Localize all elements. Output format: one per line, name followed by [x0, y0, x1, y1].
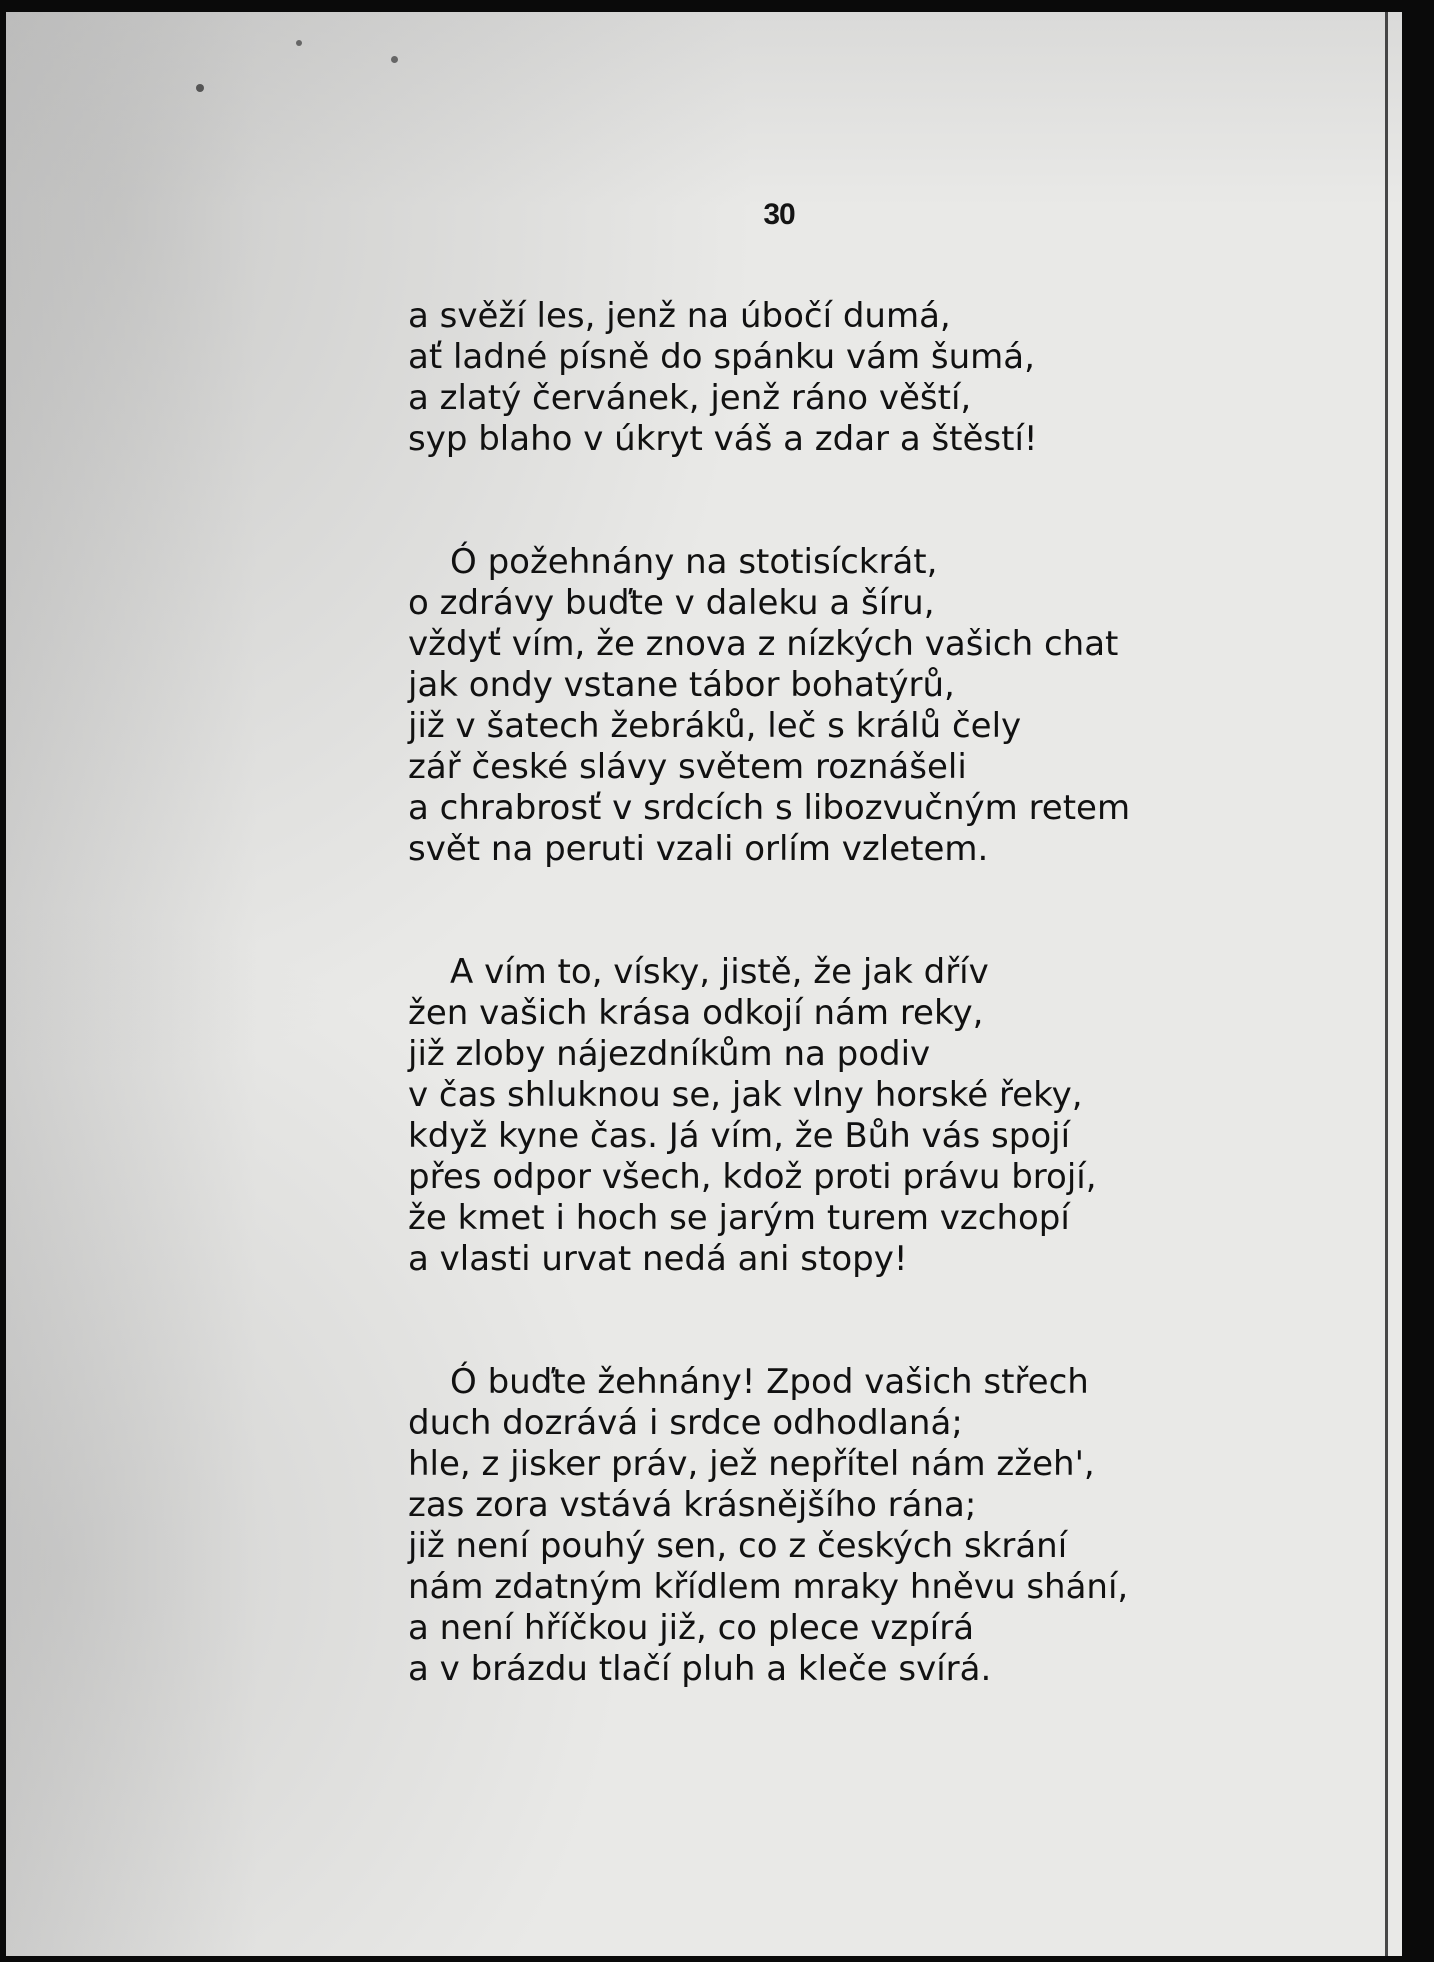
poem-line: jak ondy vstane tábor bohatýrů,: [408, 665, 955, 705]
poem-line: vždyť vím, že znova z nízkých vašich chat: [408, 624, 1119, 664]
poem-line: a vlasti urvat nedá ani stopy!: [408, 1239, 908, 1279]
poem-line: A vím to, vísky, jistě, že jak dřív: [450, 952, 989, 992]
poem-line: a není hříčkou již, co plece vzpírá: [408, 1608, 975, 1648]
poem-line: Ó buďte žehnány! Zpod vašich střech: [450, 1362, 1089, 1402]
poem-line: ať ladné písně do spánku vám šumá,: [408, 337, 1035, 377]
poem-line: nám zdatným křídlem mraky hněvu shání,: [408, 1567, 1129, 1607]
page-number: 30: [763, 198, 795, 231]
poem-line: přes odpor všech, kdož proti právu brojí,: [408, 1157, 1097, 1197]
poem-line: svět na peruti vzali orlím vzletem.: [408, 829, 989, 869]
poem-line: o zdrávy buďte v daleku a šíru,: [408, 583, 935, 623]
page-edge-shadow: [1385, 12, 1388, 1956]
paper-speck: [391, 56, 398, 63]
poem-line: syp blaho v úkryt váš a zdar a štěstí!: [408, 419, 1038, 459]
stanza: [408, 542, 1228, 870]
poem-line: zář české slávy světem roznášeli: [408, 747, 967, 787]
paper-speck: [196, 84, 204, 92]
poem-line: již v šatech žebráků, leč s králů čely: [408, 706, 1022, 746]
poem-line: a v brázdu tlačí pluh a kleče svírá.: [408, 1649, 992, 1689]
poem-line: žen vašich krása odkojí nám reky,: [408, 993, 984, 1033]
stanza: [408, 952, 1228, 1280]
poem-line: již není pouhý sen, co z českých skrání: [408, 1526, 1068, 1566]
poem-line: v čas shluknou se, jak vlny horské řeky,: [408, 1075, 1083, 1115]
poem-line: a chrabrosť v srdcích s libozvučným retem: [408, 788, 1131, 828]
poem-line: již zloby nájezdníkům na podiv: [408, 1034, 931, 1074]
book-page: [6, 12, 1402, 1956]
stanza: [408, 296, 1228, 460]
paper-speck: [296, 40, 302, 46]
poem-line: a zlatý červánek, jenž ráno věští,: [408, 378, 972, 418]
poem-line: Ó požehnány na stotisíckrát,: [450, 542, 938, 582]
poem-line: když kyne čas. Já vím, že Bůh vás spojí: [408, 1116, 1071, 1156]
poem-line: hle, z jisker práv, jež nepřítel nám zžeh',: [408, 1444, 1095, 1484]
poem-line: duch dozrává i srdce odhodlaná;: [408, 1403, 963, 1443]
poem-line: zas zora vstává krásnějšího rána;: [408, 1485, 977, 1525]
poem-line: že kmet i hoch se jarým turem vzchopí: [408, 1198, 1070, 1238]
poem-text: [408, 296, 1228, 1690]
stanza: [408, 1362, 1228, 1690]
poem-line: a svěží les, jenž na úbočí dumá,: [408, 296, 951, 336]
